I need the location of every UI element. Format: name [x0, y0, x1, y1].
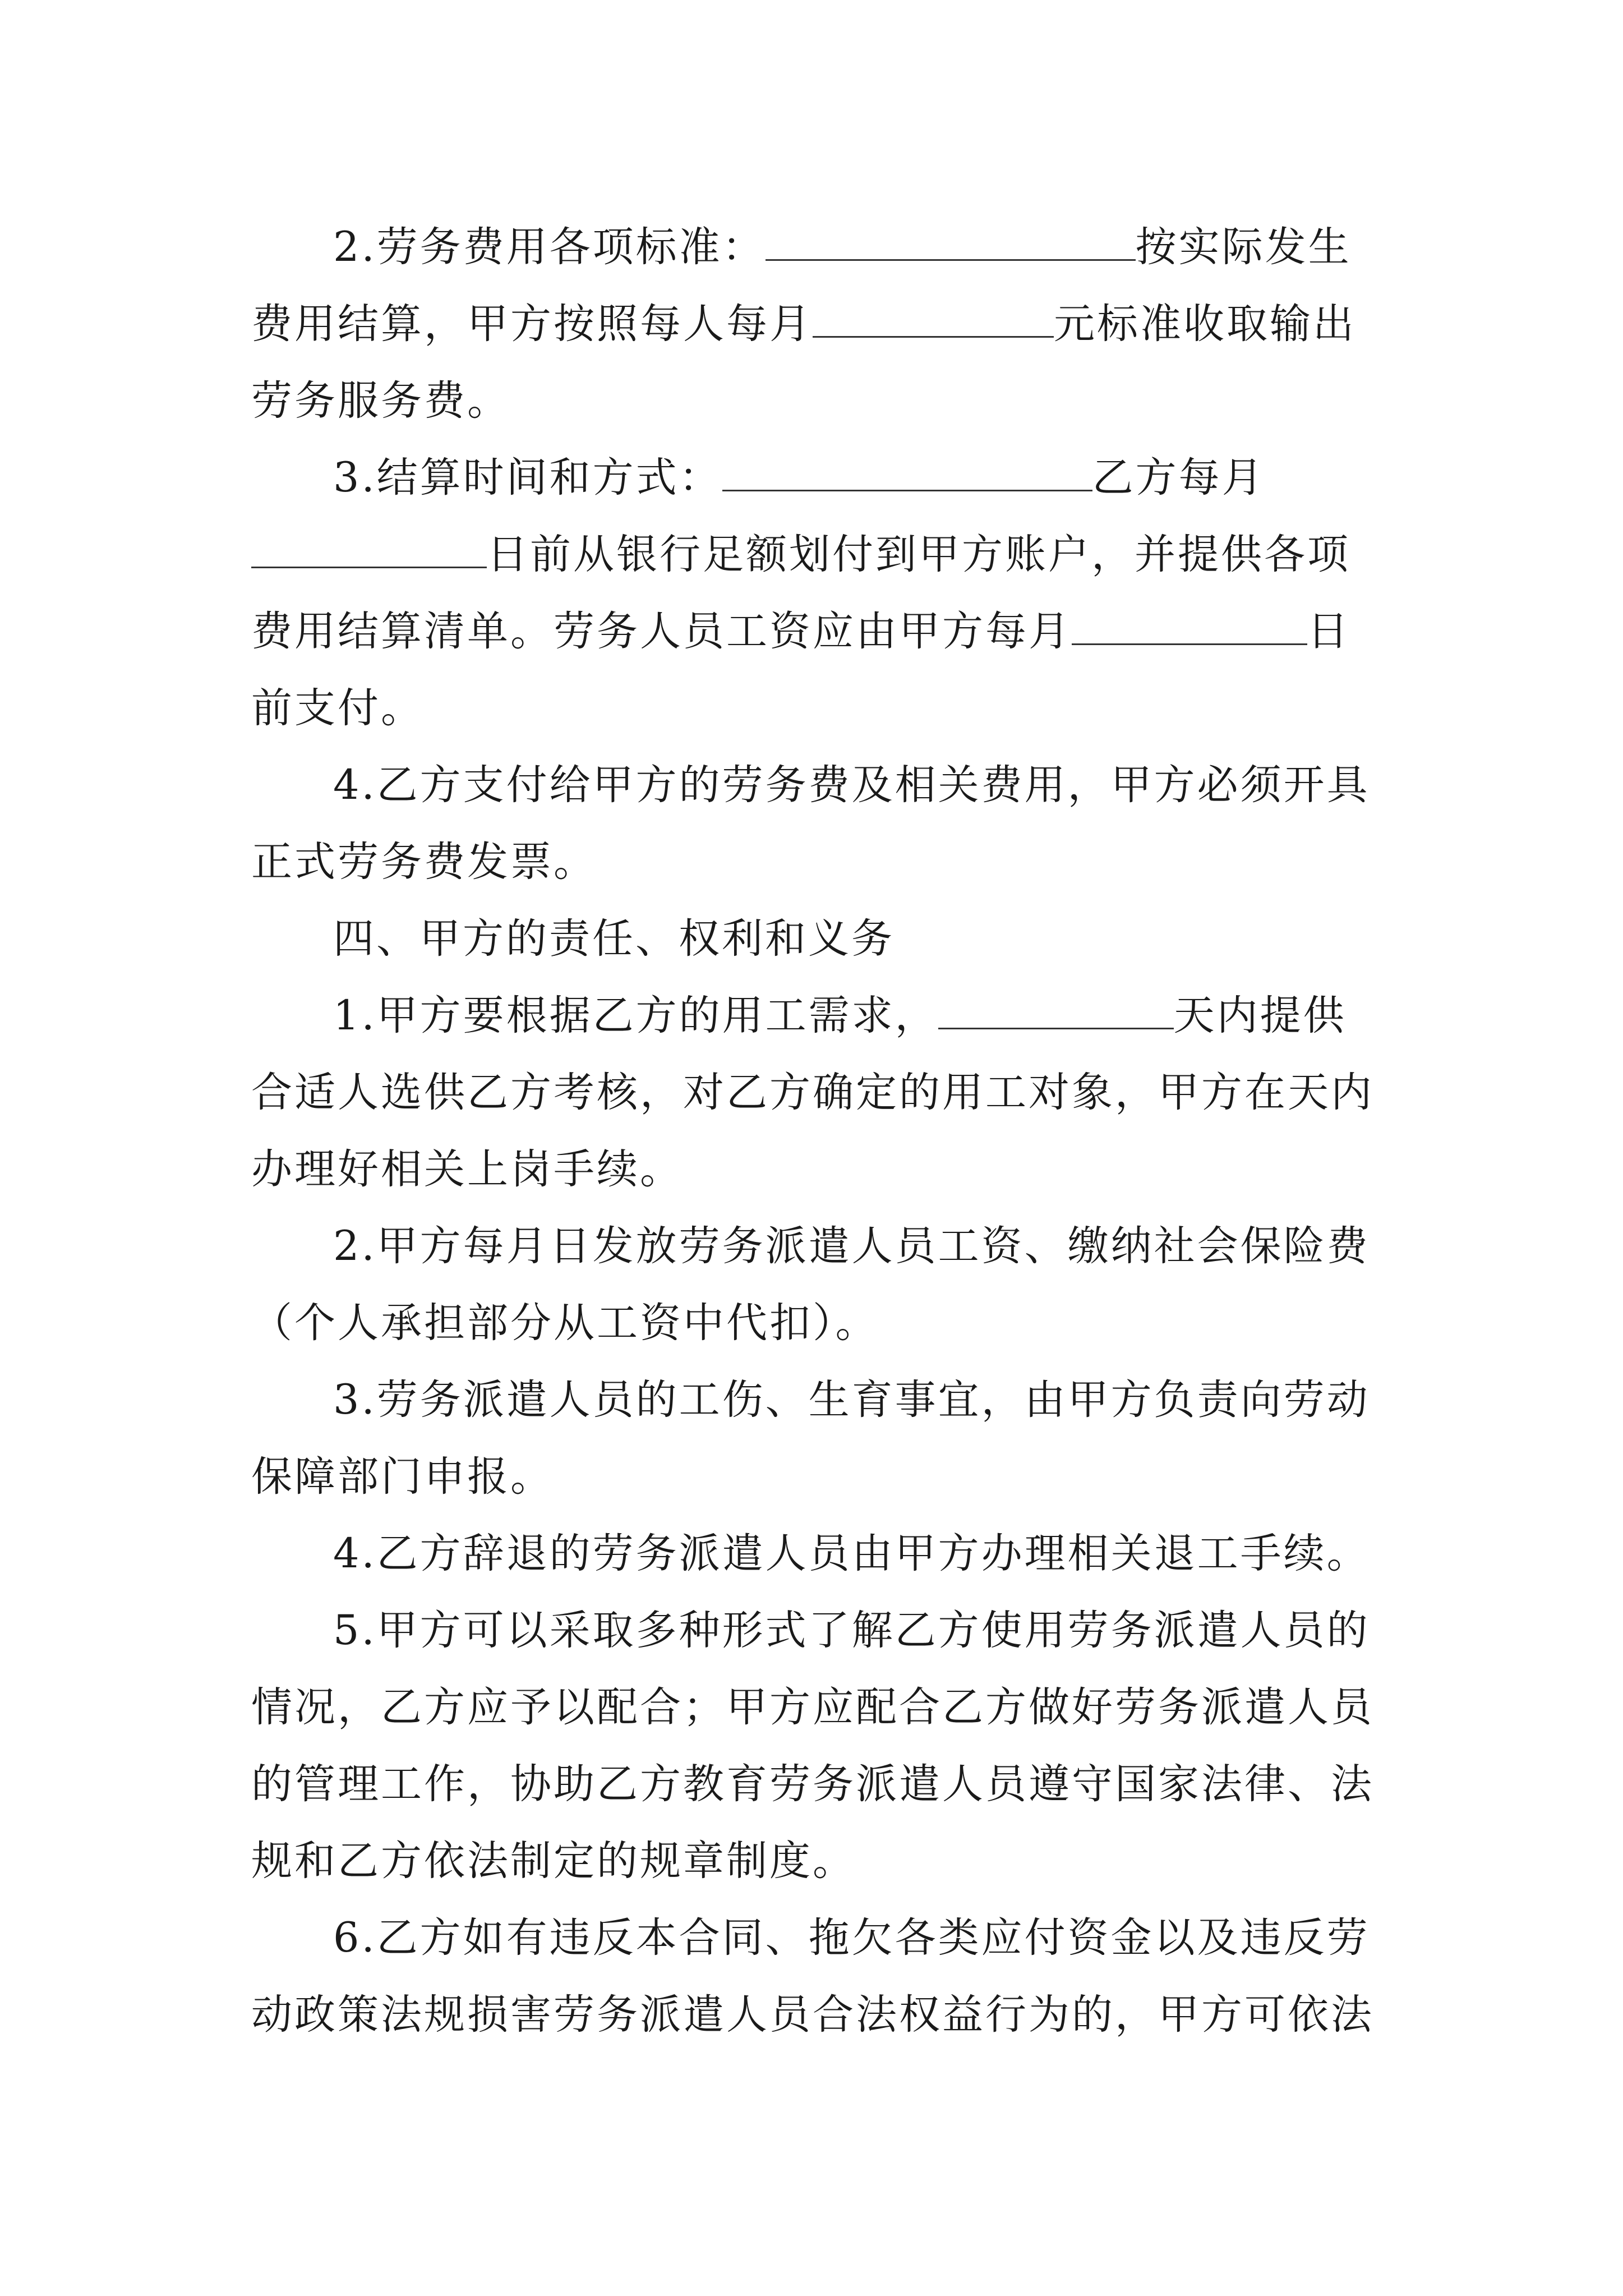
invoice-text: 4.乙方支付给甲方的劳务费及相关费用，甲方必须开具正式劳务费发票。: [251, 761, 1370, 886]
fee-standards-text: 按实际发生费用结算，甲方按照每人每月: [251, 223, 1352, 348]
item-1: [251, 977, 1384, 1208]
paragraph-invoice: [251, 747, 1384, 900]
blank-line: [938, 993, 1174, 1029]
blank-line: [766, 224, 1136, 261]
item-1-text-b: 天内提供合适人选供乙方考核，对乙方确定的用工对象，甲方在天内办理好相关上岗手续。: [251, 992, 1374, 1193]
item-4-text: 4.乙方辞退的劳务派遣人员由甲方办理相关退工手续。: [333, 1530, 1370, 1577]
blank-line: [813, 301, 1054, 338]
paragraph-settlement: [251, 439, 1384, 747]
item-5-text: 5.甲方可以采取多种形式了解乙方使用劳务派遣人员的情况，乙方应予以配合；甲方应配合乙方做好劳务派遣人员的管理工作，协助乙方教育劳务派遣人员遵守国家法律、法规和乙方依法制定的规章制度。: [251, 1607, 1374, 1885]
blank-line: [251, 532, 487, 568]
settlement-label: 3.结算时间和方式：: [333, 454, 722, 501]
document-body: [251, 209, 1384, 2053]
blank-line: [722, 455, 1092, 491]
item-4: [251, 1515, 1384, 1592]
item-5: [251, 1592, 1384, 1899]
fee-standards-label: 2.劳务费用各项标准：: [333, 223, 766, 271]
item-1-text-a: 1.甲方要根据乙方的用工需求，: [333, 992, 938, 1039]
item-3-text: 3.劳务派遣人员的工伤、生育事宜，由甲方负责向劳动保障部门申报。: [251, 1376, 1370, 1501]
item-6-text: 6.乙方如有违反本合同、拖欠各类应付资金以及违反劳动政策法规损害劳务派遣人员合法权益行为的，甲方可依法: [251, 1914, 1374, 2039]
settlement-text-1: 乙方每月: [1092, 454, 1265, 501]
settlement-text-2: 日前从银行足额划付到甲方账户，并提供各项费用结算清单。劳务人员工资应由甲方每月: [251, 531, 1350, 655]
item-2: [251, 1208, 1384, 1361]
settlement-tail: 日前支付。: [251, 608, 1350, 732]
item-3: [251, 1361, 1384, 1515]
item-6: [251, 1899, 1384, 2053]
fee-standards-tail: 元标准收取输出劳务服务费。: [251, 300, 1356, 425]
section-heading: 四、甲方的责任、权利和义务: [333, 915, 895, 963]
blank-line: [1072, 609, 1307, 645]
paragraph-fee-standards: [251, 209, 1384, 439]
item-2-text: 2.甲方每月日发放劳务派遣人员工资、缴纳社会保险费（个人承担部分从工资中代扣）。: [251, 1222, 1370, 1347]
